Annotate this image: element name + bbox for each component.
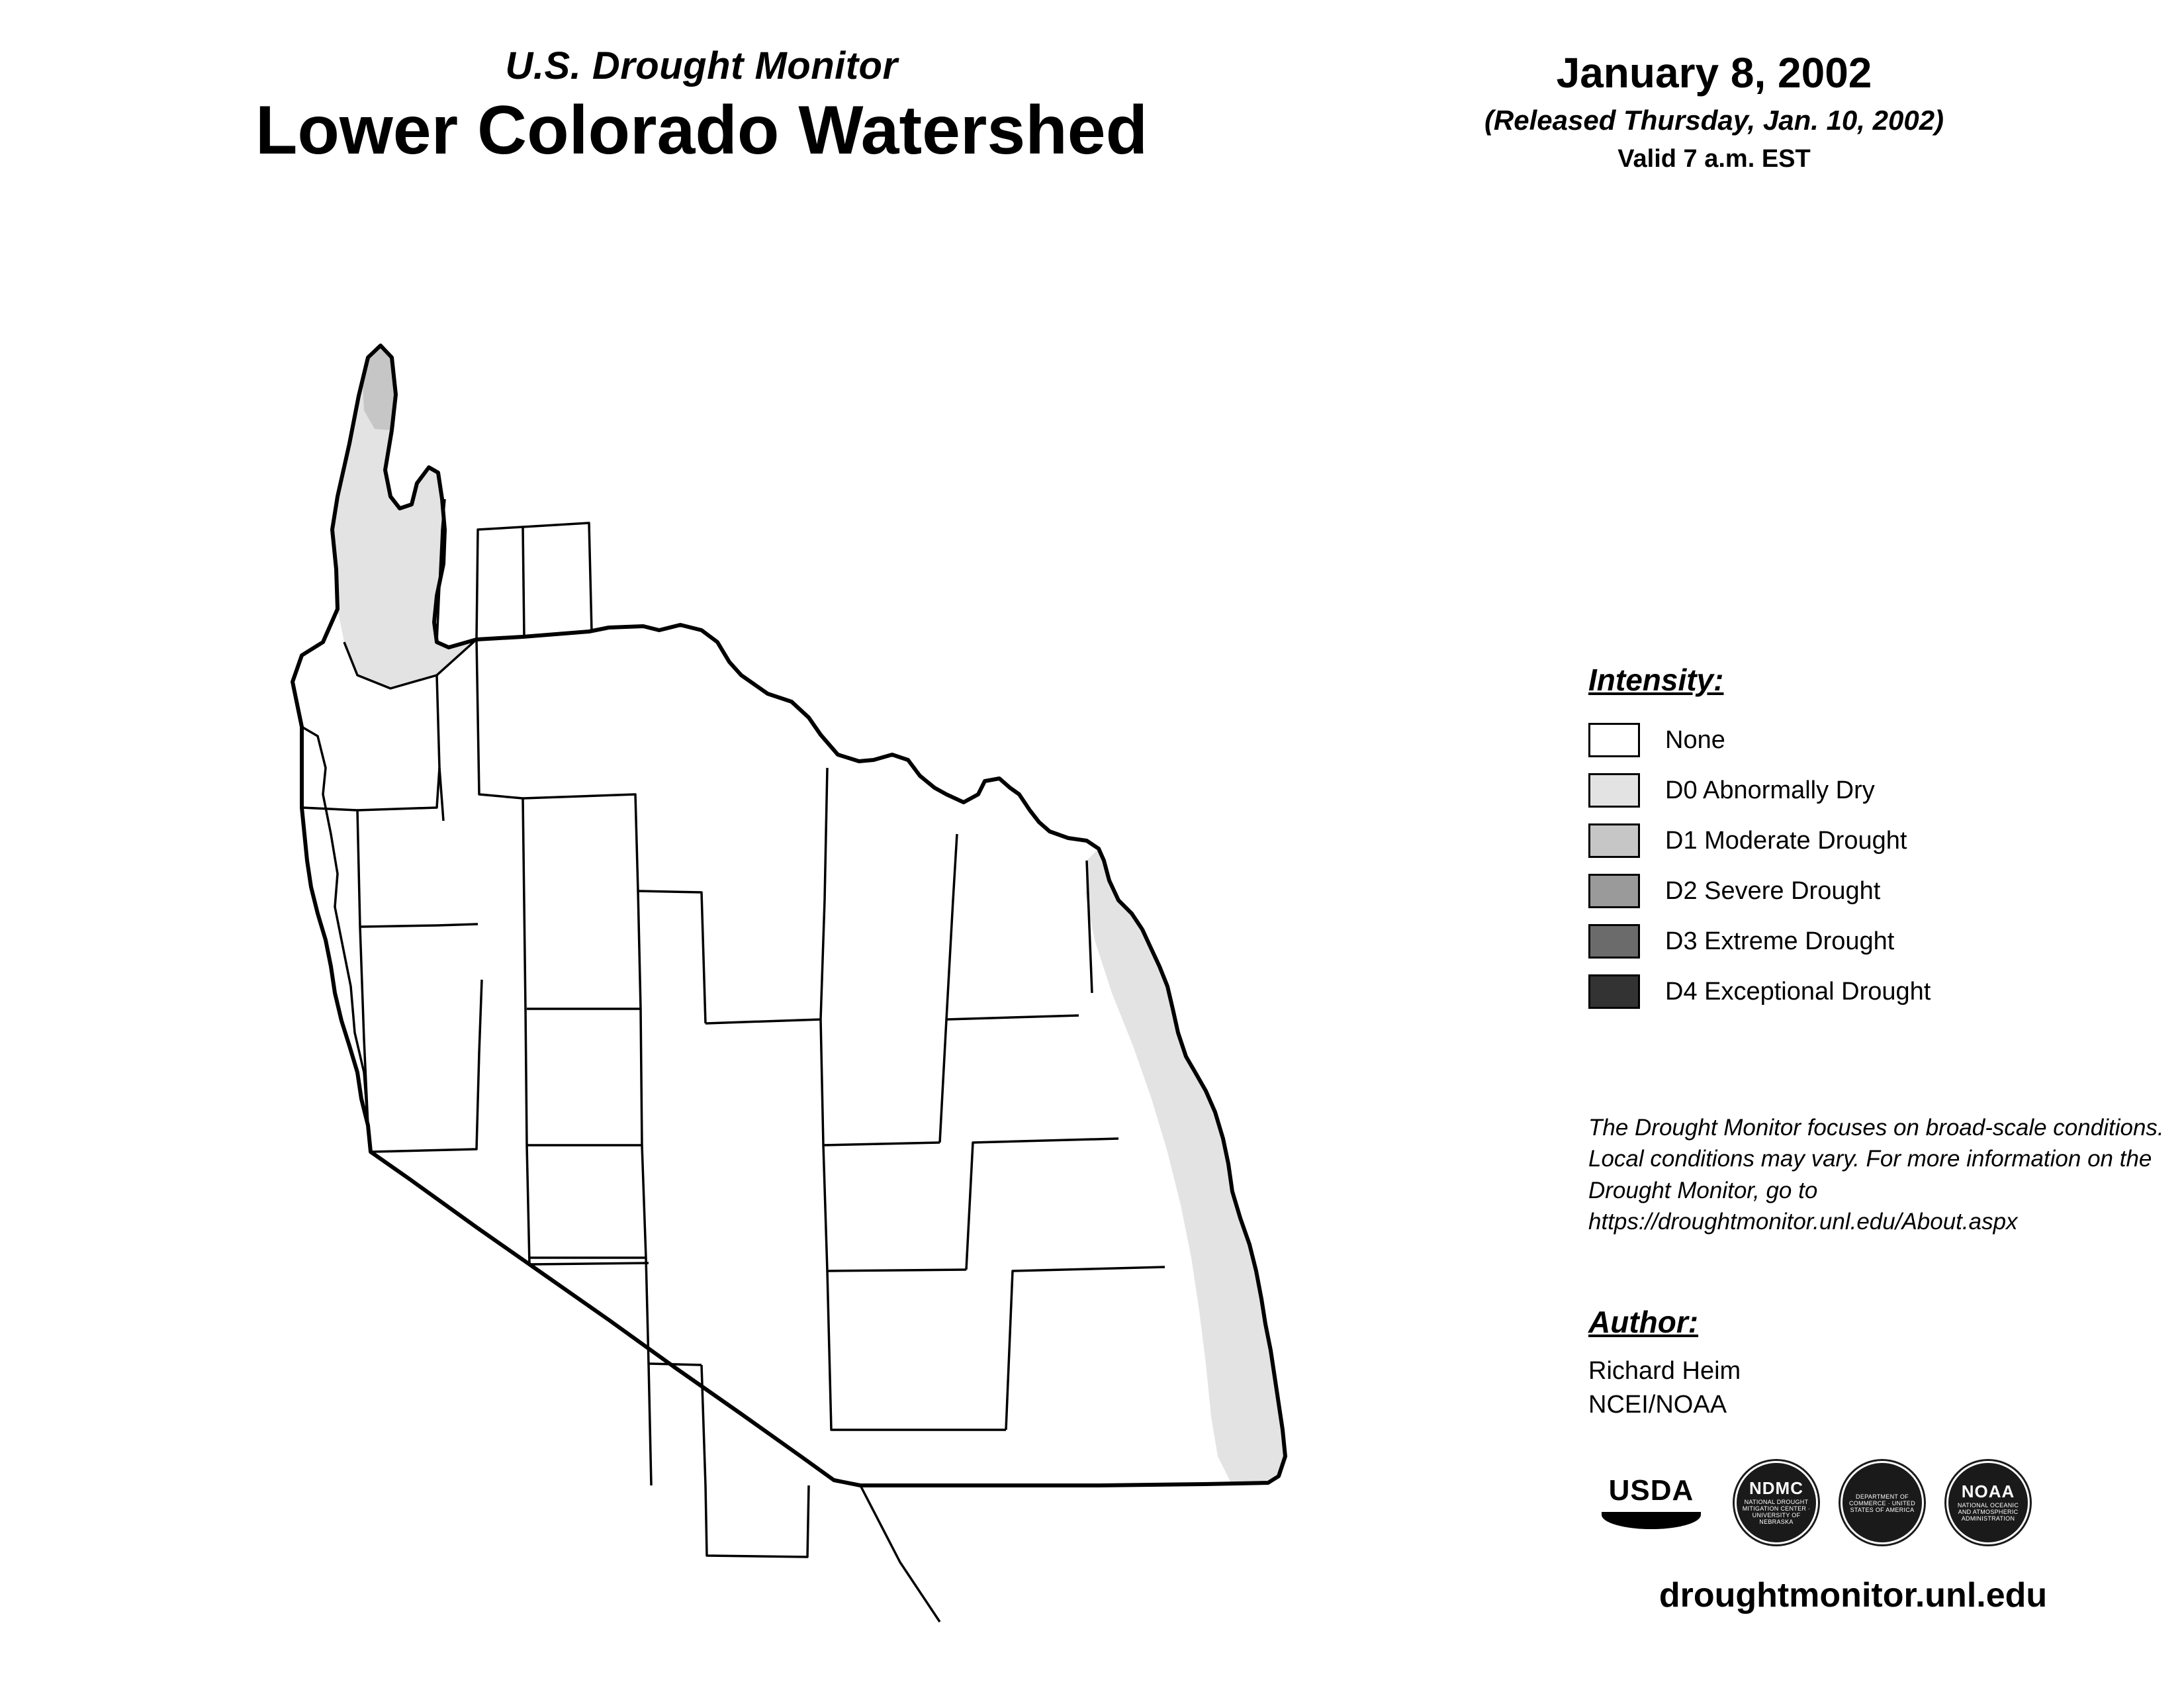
- drought-map: [238, 331, 1390, 1628]
- legend-item-d3: [1588, 916, 2118, 966]
- legend: [1588, 662, 2118, 1017]
- header-title-block: [79, 46, 1324, 169]
- author-affiliation: NCEI/NOAA: [1588, 1391, 1727, 1419]
- legend-label-d1: D1 Moderate Drought: [1665, 827, 1907, 855]
- noaa-logo-inner: [1946, 1461, 2030, 1544]
- logo-row: [1588, 1456, 2118, 1549]
- legend-item-none: [1588, 715, 2118, 765]
- usda-swoosh-icon: [1602, 1512, 1701, 1529]
- legend-swatch-d3: [1588, 924, 1640, 959]
- release-date: (Released Thursday, Jan. 10, 2002): [1484, 105, 1944, 136]
- map-date: January 8, 2002: [1556, 49, 1872, 97]
- legend-label-d0: D0 Abnormally Dry: [1665, 776, 1875, 804]
- legend-item-d1: [1588, 816, 2118, 866]
- legend-swatch-d0: [1588, 773, 1640, 808]
- legend-swatch-d2: [1588, 874, 1640, 908]
- legend-label-d4: D4 Exceptional Drought: [1665, 978, 1931, 1006]
- usda-logo: [1588, 1466, 1714, 1539]
- valid-time: Valid 7 a.m. EST: [1617, 144, 1811, 173]
- header-date-block: [1357, 50, 2071, 173]
- legend-item-d4: [1588, 966, 2118, 1017]
- legend-title: Intensity:: [1588, 663, 1724, 697]
- noaa-logo-abbr: NOAA: [1961, 1481, 2015, 1502]
- author-block: [1588, 1304, 2118, 1423]
- author-name: Richard Heim: [1588, 1357, 1741, 1385]
- legend-label-none: None: [1665, 726, 1725, 754]
- usdc-logo-caption: DEPARTMENT OF COMMERCE · UNITED STATES OF AMERICA: [1848, 1493, 1916, 1513]
- noaa-logo: [1944, 1459, 2032, 1546]
- legend-item-d0: [1588, 765, 2118, 816]
- legend-swatch-none: [1588, 723, 1640, 757]
- legend-item-d2: [1588, 866, 2118, 916]
- ndmc-logo-abbr: NDMC: [1749, 1478, 1803, 1499]
- usdc-logo: [1839, 1459, 1926, 1546]
- page-title: Lower Colorado Watershed: [255, 91, 1148, 169]
- boundary-s-3: [529, 1263, 649, 1264]
- ndmc-logo-caption: NATIONAL DROUGHT MITIGATION CENTER · UNIVERSITY OF NEBRASKA: [1742, 1499, 1811, 1525]
- disclaimer-text: The Drought Monitor focuses on broad-scale conditions. Local conditions may vary. For more information on the Drought Monitor, go to https://droughtmonitor.unl.edu/About.aspx: [1588, 1115, 2164, 1235]
- noaa-logo-caption: NATIONAL OCEANIC AND ATMOSPHERIC ADMINISTRATION: [1957, 1502, 2019, 1522]
- usdc-logo-inner: [1841, 1461, 1924, 1544]
- legend-swatch-d1: [1588, 823, 1640, 858]
- page-supertitle: U.S. Drought Monitor: [505, 44, 898, 87]
- ndmc-logo-inner: [1735, 1461, 1818, 1544]
- ndmc-logo: [1733, 1459, 1820, 1546]
- legend-label-d2: D2 Severe Drought: [1665, 877, 1881, 905]
- legend-swatch-d4: [1588, 974, 1640, 1009]
- usda-logo-text: USDA: [1608, 1474, 1694, 1507]
- legend-label-d3: D3 Extreme Drought: [1665, 927, 1895, 955]
- site-url[interactable]: droughtmonitor.unl.edu: [1659, 1576, 2048, 1615]
- map-svg: [238, 331, 1390, 1628]
- author-title: Author:: [1588, 1305, 1699, 1339]
